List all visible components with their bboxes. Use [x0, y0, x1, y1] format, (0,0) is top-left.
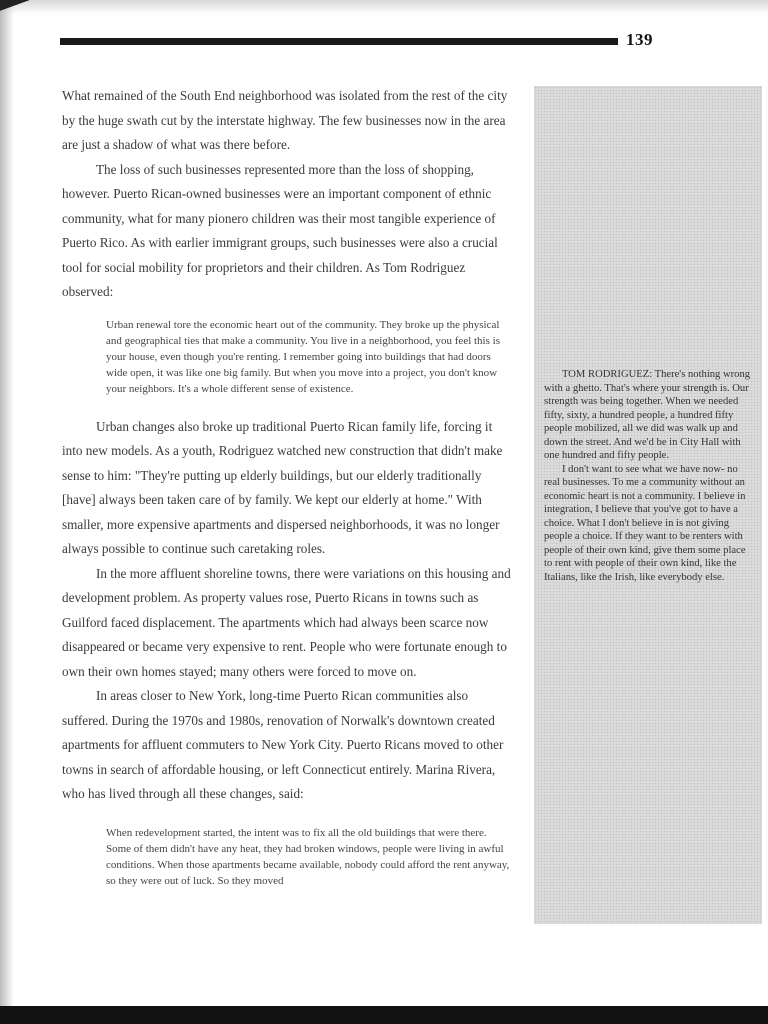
header-rule	[60, 38, 618, 45]
scan-shadow-top	[0, 0, 768, 14]
sidebar-quote-paragraph-2: I don't want to see what we have now- no real businesses. To me a community without an economic heart is not a community. I believe in integration, I believe that you've got to have a choice. What I don't believe in is not giving people a choice. If they want to be renters with people of their own kind, give them some place to rent with people of their own kind, like the Italians, like the Irish, like everybody else.	[544, 463, 746, 583]
paragraph-shoreline-towns: In the more affluent shoreline towns, there were variations on this housing and development problem. As property values rose, Puerto Ricans in towns such as Guilford faced displacement. The apartments which had always been scarce now disappeared or became very expensive to rent. People who were fortunate enough to own their own homes stayed; many others were forced to move on.	[62, 565, 511, 679]
scan-bottom-band	[0, 1006, 768, 1024]
block-quote-rivera: When redevelopment started, the intent was to fix all the old buildings that were there. Some of them didn't have any heat, they had broken windows, people were living in awful conditions. When those apartments became available, nobody could afford the rent anyway, so they were out of luck. So they moved	[106, 826, 510, 887]
sidebar-quote	[544, 368, 756, 584]
paragraph-businesses-loss: The loss of such businesses represented more than the loss of shopping, however. Puerto Rican-owned businesses were an important component of ethnic community, what for many pionero children was their most tangible experience of Puerto Rico. As with earlier immigrant groups, such businesses were also a crucial tool for social mobility for proprietors and their children. As Tom Rodriguez observed:	[62, 161, 498, 299]
scan-shadow-left	[0, 0, 14, 1024]
paragraph-family-life: Urban changes also broke up traditional Puerto Rican family life, forcing it into new models. As a youth, Rodriguez watched new construction that didn't make sense to him: "They're putting up elderly buildings, but our elderly traditionally [have] always been taken care of by family. We kept our elderly at home." With smaller, more expensive apartments and dispersed neighborhoods, it was no longer always possible to continue such caretaking roles.	[62, 418, 503, 556]
page-number: 139	[626, 30, 653, 49]
paragraph-south-end: What remained of the South End neighborhood was isolated from the rest of the city by the huge swath cut by the interstate highway. The few businesses now in the area are just a shadow of what was there before.	[62, 88, 508, 152]
block-quote-rodriguez: Urban renewal tore the economic heart out of the community. They broke up the physical and geographical ties that make a community. You live in a neighborhood, you feel this is your house, even though you're renting. I remember going into buildings that had doors wide open, it was like one big family. But when you move into a project, you don't know your neighbors. It's a whole different sense of existence.	[106, 318, 500, 395]
scan-corner-mark	[0, 0, 40, 16]
paragraph-new-york-areas: In areas closer to New York, long-time Puerto Rican communities also suffered. During the 1970s and 1980s, renovation of Norwalk's downtown created apartments for affluent commuters to New York City. Puerto Ricans moved to other towns in search of affordable housing, or left Connecticut entirely. Marina Rivera, who has lived through all these changes, said:	[62, 688, 504, 801]
sidebar-quote-panel	[534, 86, 762, 924]
main-text-column	[62, 84, 512, 889]
sidebar-quote-paragraph-1: TOM RODRIGUEZ: There's nothing wrong with a ghetto. That's where your strength is. Our strength was being together. When we needed fifty, sixty, a hundred people, a hundred fifty people mobilized, all we did was walk up and down the street. And we'd be in City Hall with one hundred and fifty people.	[544, 369, 751, 461]
